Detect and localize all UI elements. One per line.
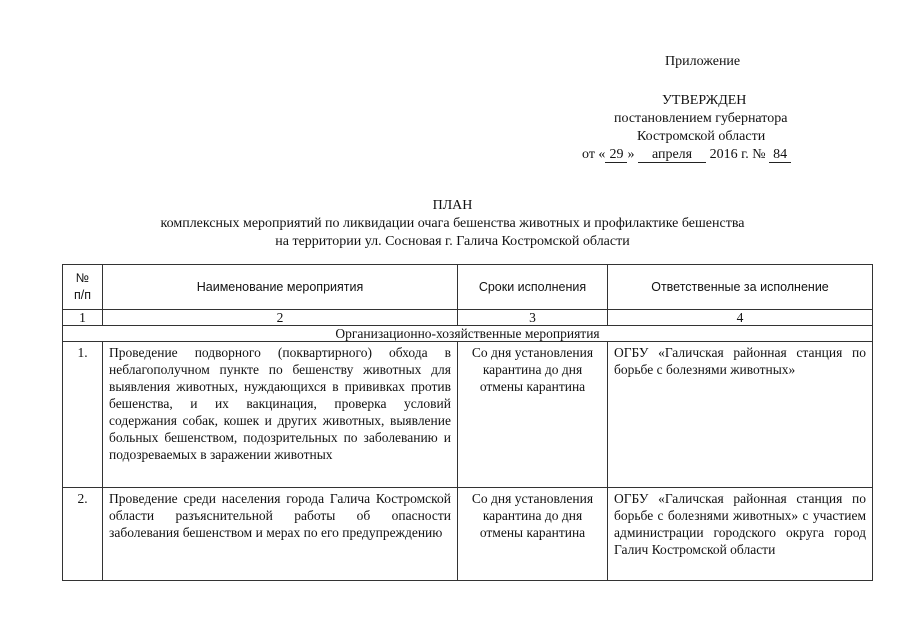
row-measure: Проведение подворного (поквартирного) обхода в неблагополучном пункте по бешенству животных для выявления животных, нуждающихся в прививках против бешенства, и их вакцинация, проверка условий содержания собак, кошек и других животных, выявление больных бешенством, подозрительных по заболеванию и подозреваемых в заражении животных xyxy=(103,342,458,488)
column-number-row xyxy=(63,310,873,326)
header-name: Наименование мероприятия xyxy=(103,265,458,310)
resolution-label: постановлением губернатора xyxy=(614,111,788,126)
row-responsible: ОГБУ «Галичская районная станция по борьбе с болезнями животных» с участием администрации городского округа город Галич Костромской области xyxy=(608,488,873,581)
row-measure: Проведение среди населения города Галича Костромской области разъяснительной работы об опасности заболевания бешенством и мерах по его предупреждению xyxy=(103,488,458,581)
section-title: Организационно-хозяйственные мероприятия xyxy=(63,326,873,342)
date-day: 29 xyxy=(605,147,627,163)
approval-date xyxy=(582,147,791,163)
approved-label: УТВЕРЖДЕН xyxy=(662,93,747,108)
row-term: Со дня установления карантина до дня отмены карантина xyxy=(458,488,608,581)
header-num: № п/п xyxy=(63,265,103,310)
region-label: Костромской области xyxy=(637,129,766,144)
plan-subtitle-line2: на территории ул. Сосновая г. Галича Костромской области xyxy=(275,234,630,249)
table-row xyxy=(63,488,873,581)
date-prefix: от « xyxy=(582,147,606,162)
date-number: 84 xyxy=(769,147,791,163)
date-year: 2016 г. № xyxy=(709,147,766,162)
plan-subtitle-line1: комплексных мероприятий по ликвидации очага бешенства животных и профилактике бешенства xyxy=(160,216,745,231)
header-responsible: Ответственные за исполнение xyxy=(608,265,873,310)
appendix-label: Приложение xyxy=(665,54,741,69)
measures-table xyxy=(62,264,873,581)
row-number: 1. xyxy=(63,342,103,488)
date-month: апреля xyxy=(638,147,706,163)
header-term: Сроки исполнения xyxy=(458,265,608,310)
row-term: Со дня установления карантина до дня отмены карантина xyxy=(458,342,608,488)
plan-title: ПЛАН xyxy=(432,198,473,213)
column-number: 1 xyxy=(63,310,103,326)
table-header-row xyxy=(63,265,873,310)
table-row xyxy=(63,342,873,488)
column-number: 3 xyxy=(458,310,608,326)
row-number: 2. xyxy=(63,488,103,581)
date-mid: » xyxy=(627,147,635,162)
row-responsible: ОГБУ «Галичская районная станция по борьбе с болезнями животных» xyxy=(608,342,873,488)
section-row xyxy=(63,326,873,342)
column-number: 4 xyxy=(608,310,873,326)
column-number: 2 xyxy=(103,310,458,326)
